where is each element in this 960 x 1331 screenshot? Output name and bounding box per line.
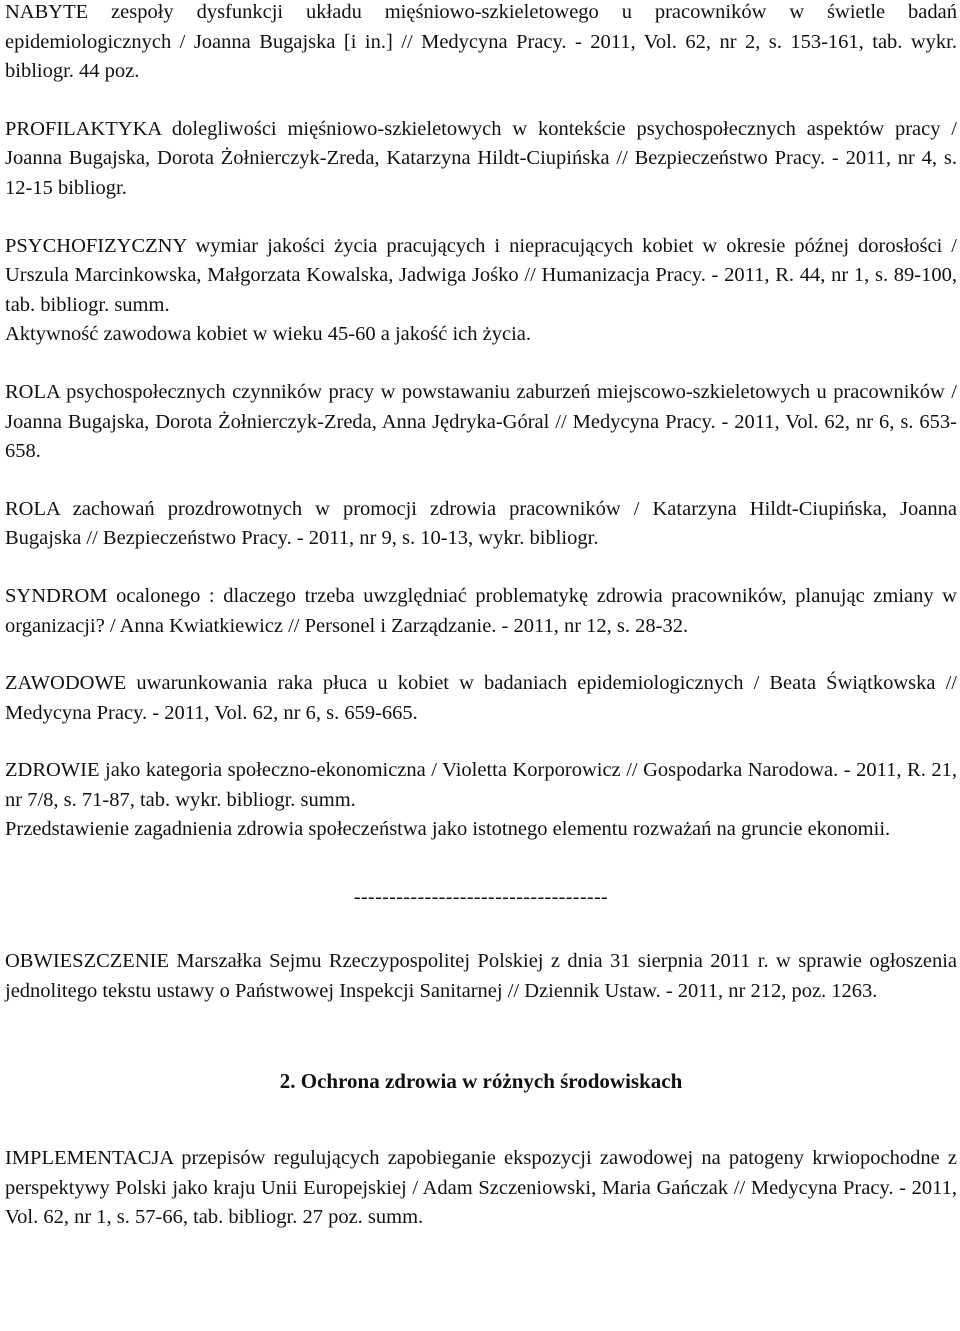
entry-annotation: Przedstawienie zagadnienia zdrowia społeczeństwa jako istotnego elementu rozważań na gruncie ekonomii. [5,818,891,841]
entry-text: SYNDROM ocalonego : dlaczego trzeba uwzględniać problematykę zdrowia pracowników, planując zmiany w organizacji? / Anna Kwiatkiewicz // Personel i Zarządzanie. - 2011, nr 12, s. 28-32. [5,584,957,637]
bibliography-entry [5,1144,957,1233]
entry-text: OBWIESZCZENIE Marszałka Sejmu Rzeczypospolitej Polskiej z dnia 31 sierpnia 2011 r. w sprawie ogłoszenia jednolitego tekstu ustawy o Państwowej Inspekcji Sanitarnej // Dziennik Ustaw. - 2011, nr 212, poz. 1263. [5,950,957,1002]
separator-line: ------------------------------------ [353,886,609,909]
bibliography-entry [5,495,957,554]
bibliography-entry [5,756,957,845]
bibliography-page [5,0,957,1233]
entry-text: ROLA zachowań prozdrowotnych w promocji zdrowia pracowników / Katarzyna Hildt-Ciupińska, Joanna Bugajska // Bezpieczeństwo Pracy. - 2011, nr 9, s. 10-13, wykr. bibliogr. [5,497,957,550]
entry-text: ROLA psychospołecznych czynników pracy w powstawaniu zaburzeń miejscowo-szkieletowych u pracowników / Joanna Bugajska, Dorota Żołnierczyk-Zreda, Anna Jędryka-Góral // Medycyna Pracy. - 2011, Vol. 62, nr 6, s. 653-658. [5,380,957,463]
section-heading: 2. Ochrona zdrowia w różnych środowiskach [279,1069,683,1094]
bibliography-entry [5,232,957,350]
bibliography-entry [5,0,957,87]
bibliography-entry [5,115,957,204]
entry-text: IMPLEMENTACJA przepisów regulujących zapobieganie ekspozycji zawodowej na patogeny krwiopochodne z perspektywy Polski jako kraju Unii Europejskiej / Adam Szczeniowski, Maria Gańczak // Medycyna Pracy. - 2011, Vol. 62, nr 1, s. 57-66, tab. bibliogr. 27 poz. summ. [5,1147,957,1229]
entry-text: PROFILAKTYKA dolegliwości mięśniowo-szkieletowych w kontekście psychospołecznych aspektów pracy / Joanna Bugajska, Dorota Żołnierczyk-Zreda, Katarzyna Hildt-Ciupińska // Bezpieczeństwo Pracy. - 2011, nr 4, s. 12-15 bibliogr. [5,117,957,199]
entry-text: PSYCHOFIZYCZNY wymiar jakości życia pracujących i niepracujących kobiet w okresie późnej dorosłości / Urszula Marcinkowska, Małgorzata Kowalska, Jadwiga Jośko // Humanizacja Pracy. - 2011, R. 44, nr 1, s. 89-100, tab. bibliogr. summ. [5,234,957,316]
entry-text: NABYTE zespoły dysfunkcji układu mięśniowo-szkieletowego u pracowników w świetle badań epidemiologicznych / Joanna Bugajska [i in.] // Medycyna Pracy. - 2011, Vol. 62, nr 2, s. 153-161, tab. wykr. bibliogr. 44 poz. [5,1,957,83]
bibliography-entry [5,582,957,641]
entry-text: ZAWODOWE uwarunkowania raka płuca u kobiet w badaniach epidemiologicznych / Beata Świątkowska // Medycyna Pracy. - 2011, Vol. 62, nr 6, s. 659-665. [5,672,957,724]
bibliography-entry [5,378,957,467]
legal-act-entry [5,947,957,1006]
entry-annotation: Aktywność zawodowa kobiet w wieku 45-60 a jakość ich życia. [5,323,532,346]
entry-text: ZDROWIE jako kategoria społeczno-ekonomiczna / Violetta Korporowicz // Gospodarka Narodowa. - 2011, R. 21, nr 7/8, s. 71-87, tab. wykr. bibliogr. summ. [5,759,957,811]
bibliography-entry [5,669,957,728]
